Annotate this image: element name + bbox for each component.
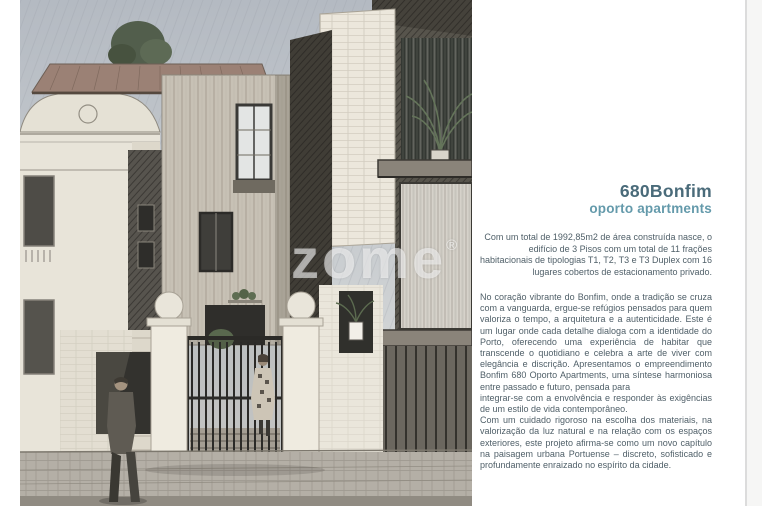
project-title: 680Bonfim xyxy=(619,181,712,201)
project-description xyxy=(480,292,712,471)
description-paragraph-3: Com um cuidado rigoroso na escolha dos materiais, na valorização da luz natural e na relação com os espaços exteriores, este projeto afirma-se como um novo capítulo na paisagem urbana Portuense – discreto, sofisticado e profundamente enraizado no espírito da cidade. xyxy=(480,415,712,471)
zome-watermark: zome® xyxy=(291,227,458,290)
project-subtitle: oporto apartments xyxy=(589,201,712,216)
gate-pillar-right xyxy=(279,292,323,465)
project-intro: Com um total de 1992,85m2 de área construída nasce, o edifício de 3 Pisos com um total de 11 frações habitacionais de tipologias T1, T2, T3 e T3 Duplex com 16 lugares cobertos de estacionamento privado. xyxy=(480,232,712,277)
description-paragraph-1: No coração vibrante do Bonfim, onde a tradição se cruza com a vanguarda, ergue-se refúgios pensados para quem valoriza o tempo, a arquitetura e a autenticidade. Este é um lugar onde cada detalhe dialoga com a identidade do Porto, oferecendo uma experiência de habitar que transcende o quotidiano e celebra a arte de viver com elegância e discrição. Apresentamos o empreendimento Bonfim 680 Oporto Apartments, uma síntese harmoniosa entre passado e futuro, pensada para xyxy=(480,292,712,392)
registered-mark: ® xyxy=(446,237,458,254)
gate-pillar-left xyxy=(147,292,191,465)
side-rail xyxy=(747,0,762,506)
cobbled-pavement xyxy=(20,450,472,506)
description-panel xyxy=(480,0,712,506)
description-paragraph-2: integrar-se com a envolvência e responder às exigências de um estilo de vida contemporâneo. xyxy=(480,392,712,415)
